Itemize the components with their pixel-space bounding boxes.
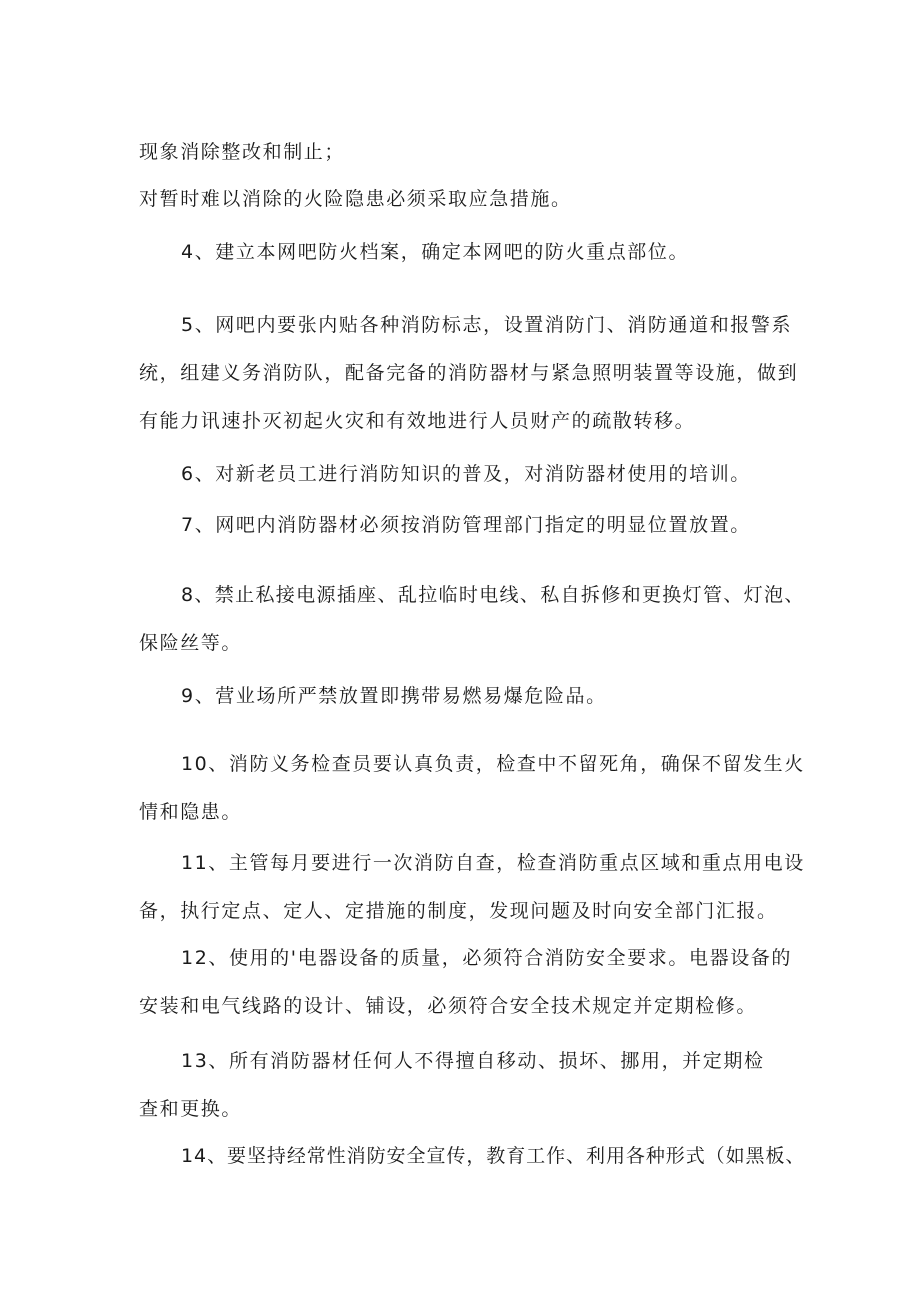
text-line: 13、所有消防器材任何人不得擅自移动、损坏、挪用，并定期检 <box>181 1050 765 1072</box>
text-line: 查和更换。 <box>139 1098 243 1120</box>
text-line: 备，执行定点、定人、定措施的制度，发现问题及时向安全部门汇报。 <box>139 900 778 922</box>
text-line: 7、网吧内消防器材必须按消防管理部门指定的明显位置放置。 <box>181 514 751 536</box>
text-line: 5、网吧内要张内贴各种消防标志，设置消防门、消防通道和报警系 <box>181 314 793 336</box>
text-line: 8、禁止私接电源插座、乱拉临时电线、私自拆修和更换灯管、灯泡、 <box>181 584 805 606</box>
text-line: 4、建立本网吧防火档案，确定本网吧的防火重点部位。 <box>181 241 690 263</box>
text-line: 现象消除整改和制止； <box>139 141 346 163</box>
text-line: 14、要坚持经常性消防安全宣传，教育工作、利用各种形式（如黑板、 <box>181 1145 806 1167</box>
text-line: 安装和电气线路的设计、铺设，必须符合安全技术规定并定期检修。 <box>139 995 758 1017</box>
text-line: 情和隐患。 <box>139 801 243 823</box>
text-line: 6、对新老员工进行消防知识的普及，对消防器材使用的培训。 <box>181 463 751 485</box>
text-line: 保险丝等。 <box>139 632 243 654</box>
text-line: 10、消防义务检查员要认真负责，检查中不留死角，确保不留发生火 <box>181 753 805 775</box>
text-line: 12、使用的'电器设备的质量，必须符合消防安全要求。电器设备的 <box>181 947 793 969</box>
text-line: 有能力讯速扑灭初起火灾和有效地进行人员财产的疏散转移。 <box>139 410 696 432</box>
text-line: 9、营业场所严禁放置即携带易燃易爆危险品。 <box>181 685 607 707</box>
text-line: 统，组建义务消防队，配备完备的消防器材与紧急照明装置等设施，做到 <box>139 362 799 384</box>
text-line: 对暂时难以消除的火险隐患必须采取应急措施。 <box>139 188 572 210</box>
text-line: 11、主管每月要进行一次消防自查，检查消防重点区域和重点用电设 <box>181 852 805 874</box>
